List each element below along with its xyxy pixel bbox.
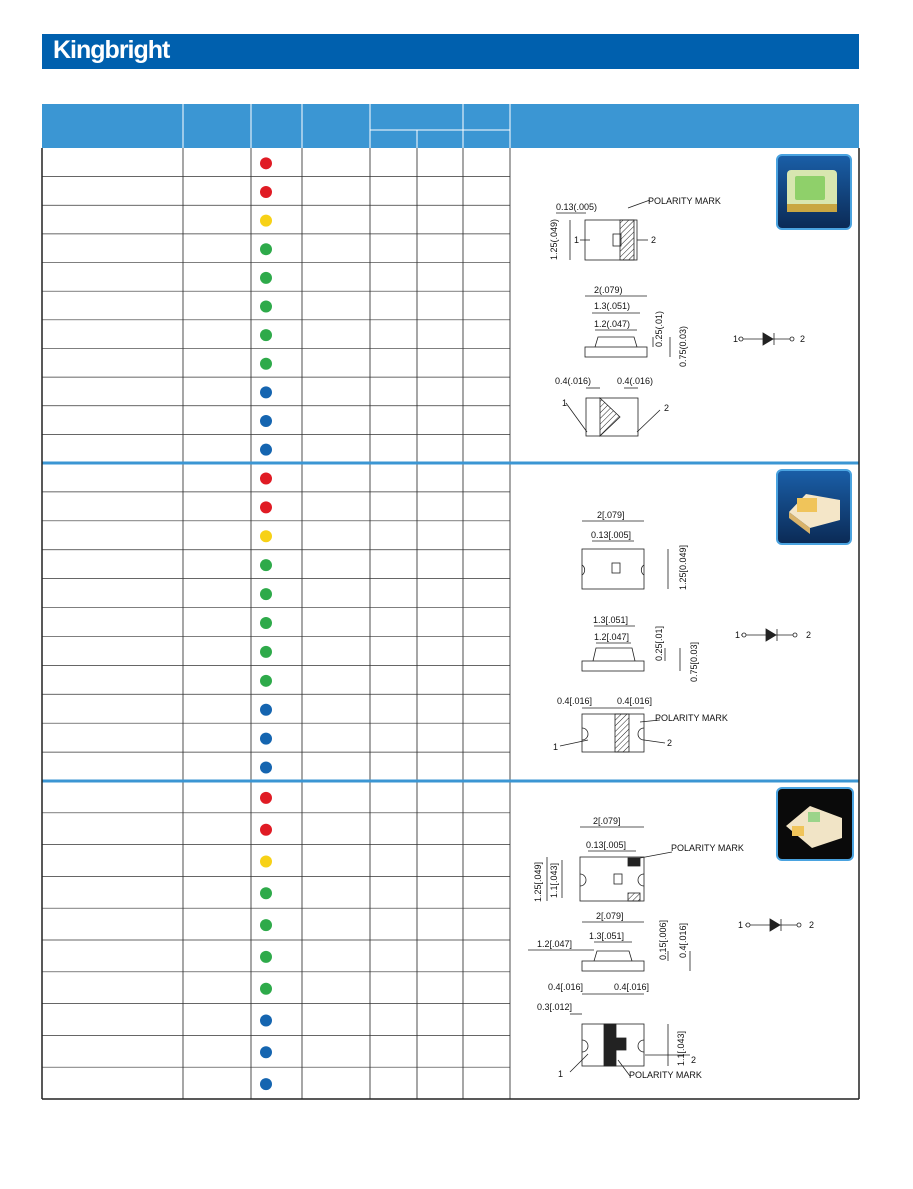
dim-label: 1.1[.043] (676, 1030, 686, 1066)
dim-label: 0.3[.012] (537, 1002, 573, 1012)
dim-label: 1.3[.051] (593, 615, 629, 625)
dim-label: 0.4[.016] (557, 696, 593, 706)
dim-label: 1.2[.047] (594, 632, 630, 642)
dim-label: 2[.079] (596, 911, 624, 921)
dim-label: 0.4(.016) (555, 376, 592, 386)
dim-label: 0.75(0.03) (678, 325, 688, 367)
dim-label: 1.25(.049) (549, 218, 559, 260)
dim-label: 1.25[0.049] (678, 544, 688, 590)
schematic-cathode-label: 2 (806, 630, 812, 640)
pin-label: 1 (553, 742, 559, 752)
dim-label: 2[.079] (597, 510, 625, 520)
dim-label: 2[.079] (593, 816, 621, 826)
section-3-labels (533, 816, 814, 1080)
dim-label: 0.4[.016] (678, 922, 688, 958)
dim-label: 0.4(.016) (617, 376, 654, 386)
pin-label: 1 (574, 235, 580, 245)
pin-label: 2 (667, 738, 673, 748)
led-photo-2 (777, 470, 851, 544)
section-3-drawing (528, 788, 853, 1076)
schematic-cathode-label: 2 (809, 920, 815, 930)
dim-label: 0.13[.005] (591, 530, 632, 540)
polarity-mark-label: POLARITY MARK (655, 713, 728, 723)
section-2-labels (553, 510, 811, 752)
dim-label: 1.25[.049] (533, 861, 543, 902)
dim-label: 0.15[.006] (658, 919, 668, 960)
dim-label: 1.2[.047] (537, 939, 573, 949)
dim-label: 2(.079) (594, 285, 623, 295)
polarity-mark-label: POLARITY MARK (671, 843, 744, 853)
dim-label: 1.1[.043] (549, 862, 559, 898)
dim-label: 0.13[.005] (586, 840, 627, 850)
dim-label: 0.75[0.03] (689, 641, 699, 682)
dim-label: 0.4[.016] (614, 982, 650, 992)
pin-label: 2 (691, 1055, 697, 1065)
led-photo-1 (777, 155, 851, 229)
dim-label: 0.25(.01) (654, 310, 664, 347)
section-1-labels (549, 196, 805, 413)
dim-label: 1.3[.051] (589, 931, 625, 941)
brand-logo: Kingbright (53, 36, 170, 64)
schematic-cathode-label: 2 (800, 334, 806, 344)
dim-label: 0.4[.016] (548, 982, 584, 992)
dim-label: 1.3(.051) (594, 301, 631, 311)
schematic-anode-label: 1 (738, 920, 744, 930)
pin-label: 1 (562, 398, 568, 408)
polarity-mark-label: POLARITY MARK (648, 196, 721, 206)
led-photo-3 (777, 788, 853, 860)
dim-label: 0.13(.005) (556, 202, 598, 212)
dim-label: 0.4[.016] (617, 696, 653, 706)
pin-label: 1 (558, 1069, 564, 1079)
schematic-anode-label: 1 (735, 630, 741, 640)
dim-label: 1.2(.047) (594, 319, 631, 329)
pin-label: 2 (651, 235, 657, 245)
dim-label: 0.25[.01] (654, 625, 664, 661)
schematic-anode-label: 1 (733, 334, 739, 344)
polarity-mark-label: POLARITY MARK (629, 1070, 702, 1080)
pin-label: 2 (664, 403, 670, 413)
